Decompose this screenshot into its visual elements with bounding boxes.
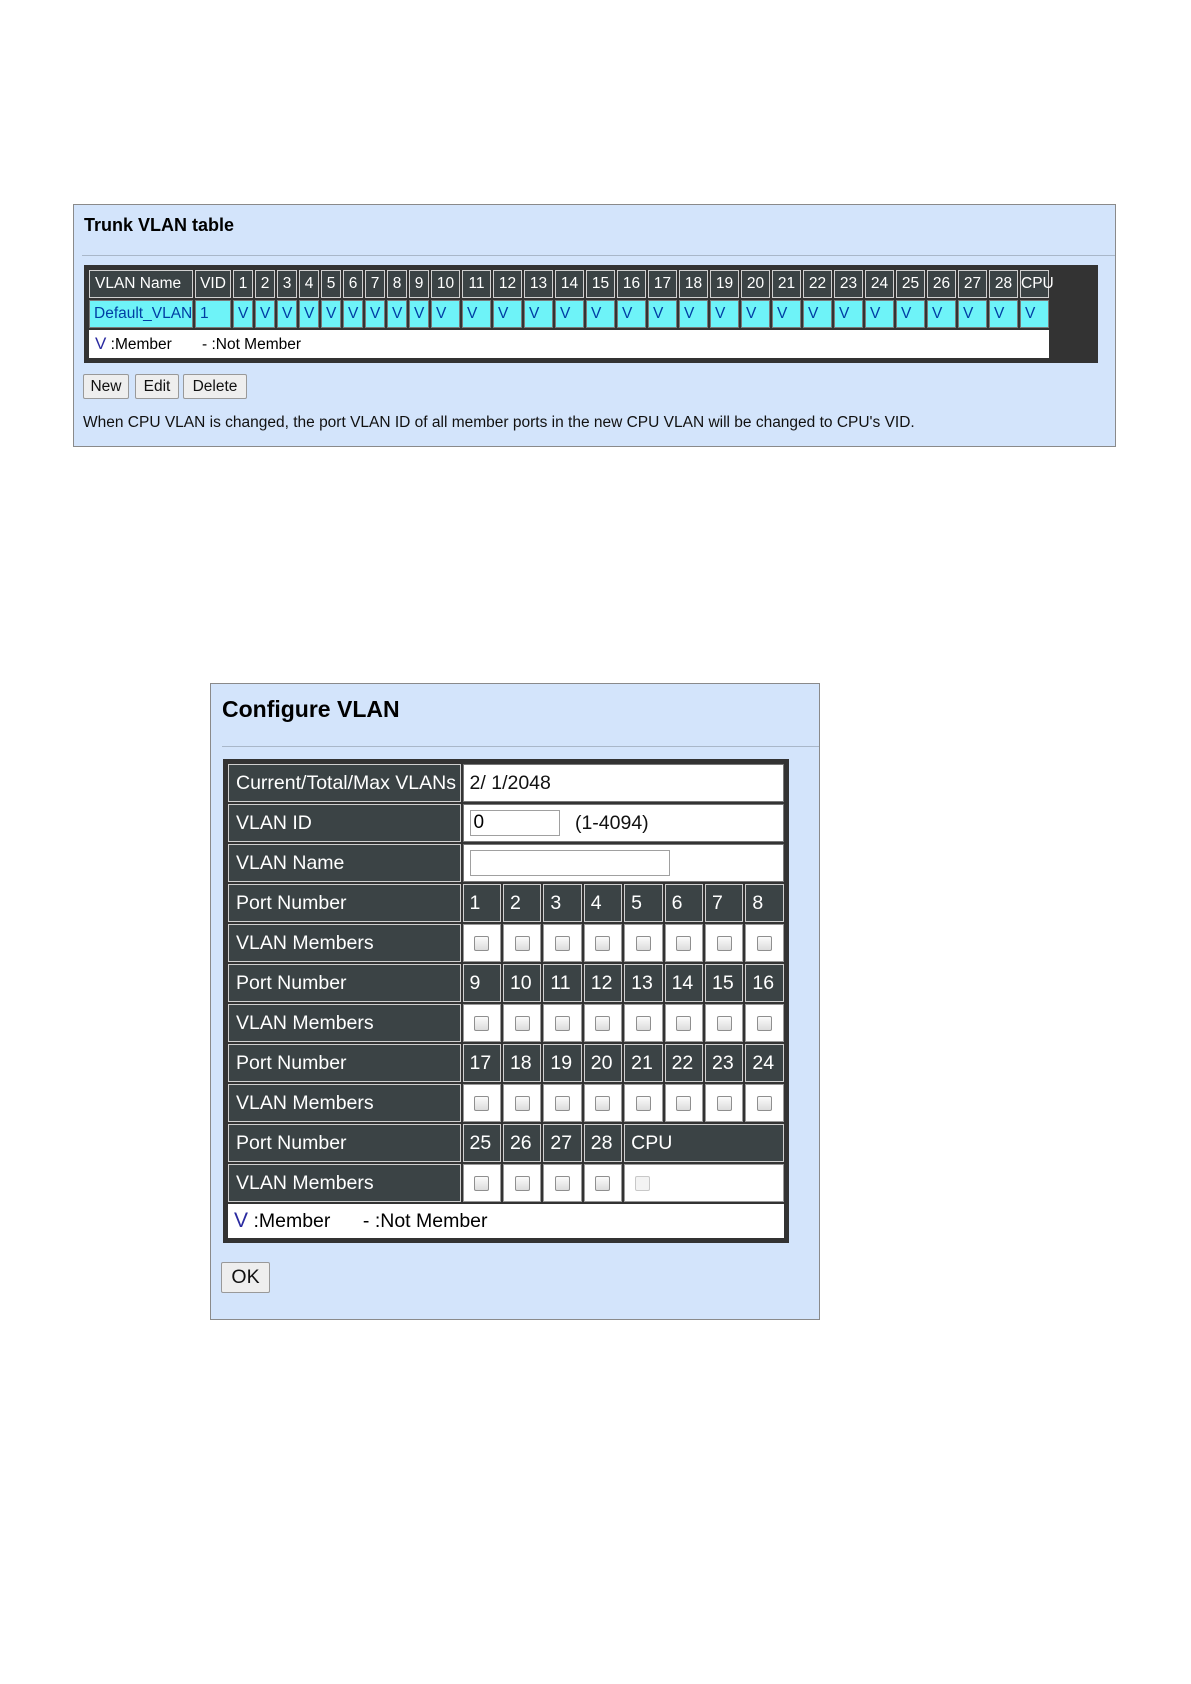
- member-cell: V: [321, 300, 341, 328]
- member-cell: V: [365, 300, 385, 328]
- member-checkbox-24[interactable]: [757, 1096, 772, 1111]
- member-cell: V: [1020, 300, 1049, 328]
- port-number-2: 2: [503, 884, 541, 922]
- col-port-16: 16: [617, 270, 646, 298]
- member-cell: V: [462, 300, 491, 328]
- member-checkbox-18[interactable]: [515, 1096, 530, 1111]
- member-legend: [89, 330, 1049, 358]
- not-member-text: :Not Member: [374, 1210, 488, 1232]
- port-number-17: 17: [463, 1044, 501, 1082]
- col-port-22: 22: [803, 270, 832, 298]
- port-number-21: 21: [624, 1044, 662, 1082]
- configure-vlan-title: Configure VLAN: [222, 696, 400, 722]
- member-mark: V: [234, 1209, 249, 1232]
- member-checkbox-cpu: [635, 1176, 650, 1191]
- new-button[interactable]: New: [83, 374, 129, 399]
- member-cell: V: [586, 300, 615, 328]
- member-checkbox-16[interactable]: [757, 1016, 772, 1031]
- member-cell: V: [524, 300, 553, 328]
- member-checkbox-1[interactable]: [474, 936, 489, 951]
- not-member-mark: -: [362, 1210, 370, 1232]
- member-legend: [228, 1204, 784, 1238]
- member-checkbox-17[interactable]: [474, 1096, 489, 1111]
- port-number-25: 25: [463, 1124, 501, 1162]
- vlan-members-label: VLAN Members: [228, 1164, 461, 1202]
- delete-button[interactable]: Delete: [183, 374, 247, 399]
- vlan-name-input[interactable]: [470, 850, 670, 876]
- member-checkbox-11[interactable]: [555, 1016, 570, 1031]
- member-cell: V: [233, 300, 253, 328]
- col-port-15: 15: [586, 270, 615, 298]
- member-checkbox-19[interactable]: [555, 1096, 570, 1111]
- title-divider: [222, 746, 819, 747]
- member-cell: V: [431, 300, 460, 328]
- member-checkbox-12[interactable]: [595, 1016, 610, 1031]
- member-cell: V: [865, 300, 894, 328]
- member-cell: V: [255, 300, 275, 328]
- col-port-8: 8: [387, 270, 407, 298]
- member-cell: V: [277, 300, 297, 328]
- port-number-7: 7: [705, 884, 743, 922]
- member-checkbox-3[interactable]: [555, 936, 570, 951]
- vid-cell: 1: [195, 300, 231, 328]
- col-port-26: 26: [927, 270, 956, 298]
- configure-vlan-table: [223, 759, 789, 1243]
- member-cell: V: [617, 300, 646, 328]
- port-number-label: Port Number: [228, 964, 461, 1002]
- member-checkbox-7[interactable]: [717, 936, 732, 951]
- member-cell: V: [834, 300, 863, 328]
- edit-button[interactable]: Edit: [135, 374, 179, 399]
- vlan-id-label: VLAN ID: [228, 804, 461, 842]
- member-cell: V: [679, 300, 708, 328]
- member-checkbox-4[interactable]: [595, 936, 610, 951]
- vlan-id-range: (1-4094): [574, 811, 649, 834]
- col-port-14: 14: [555, 270, 584, 298]
- col-port-cpu: CPU: [1020, 270, 1049, 298]
- member-cell: V: [896, 300, 925, 328]
- member-cell: V: [710, 300, 739, 328]
- member-cell: V: [343, 300, 363, 328]
- port-number-6: 6: [665, 884, 703, 922]
- col-port-11: 11: [462, 270, 491, 298]
- port-number-15: 15: [705, 964, 743, 1002]
- configure-vlan-panel: [210, 683, 820, 1320]
- port-number-4: 4: [584, 884, 622, 922]
- port-number-label: Port Number: [228, 884, 461, 922]
- member-checkbox-21[interactable]: [636, 1096, 651, 1111]
- vlan-members-label: VLAN Members: [228, 924, 461, 962]
- vlan-id-input[interactable]: [470, 810, 560, 836]
- col-port-27: 27: [958, 270, 987, 298]
- col-port-10: 10: [431, 270, 460, 298]
- member-cell: V: [958, 300, 987, 328]
- member-cell: V: [772, 300, 801, 328]
- port-number-27: 27: [543, 1124, 581, 1162]
- member-checkbox-8[interactable]: [757, 936, 772, 951]
- port-number-5: 5: [624, 884, 662, 922]
- port-number-28: 28: [584, 1124, 622, 1162]
- title-divider: [82, 255, 1115, 256]
- member-cell: V: [803, 300, 832, 328]
- col-port-1: 1: [233, 270, 253, 298]
- port-number-18: 18: [503, 1044, 541, 1082]
- member-cell: V: [299, 300, 319, 328]
- cpu-vlan-note: When CPU VLAN is changed, the port VLAN ID of all member ports in the new CPU VLAN will be changed to CPU's VID.: [83, 414, 915, 431]
- member-checkbox-22[interactable]: [676, 1096, 691, 1111]
- col-port-17: 17: [648, 270, 677, 298]
- col-port-20: 20: [741, 270, 770, 298]
- member-checkbox-13[interactable]: [636, 1016, 651, 1031]
- col-port-2: 2: [255, 270, 275, 298]
- col-port-24: 24: [865, 270, 894, 298]
- col-port-18: 18: [679, 270, 708, 298]
- not-member-mark: -: [201, 336, 208, 353]
- member-checkbox-25[interactable]: [474, 1176, 489, 1191]
- port-number-26: 26: [503, 1124, 541, 1162]
- member-checkbox-15[interactable]: [717, 1016, 732, 1031]
- port-number-14: 14: [665, 964, 703, 1002]
- member-cell: V: [387, 300, 407, 328]
- port-number-11: 11: [543, 964, 581, 1002]
- member-cell: V: [741, 300, 770, 328]
- port-number-8: 8: [745, 884, 784, 922]
- member-mark: V: [95, 334, 107, 353]
- port-number-24: 24: [745, 1044, 784, 1082]
- trunk-vlan-table: [84, 265, 1098, 363]
- member-checkbox-10[interactable]: [515, 1016, 530, 1031]
- col-port-23: 23: [834, 270, 863, 298]
- col-port-28: 28: [989, 270, 1018, 298]
- member-checkbox-20[interactable]: [595, 1096, 610, 1111]
- vlan-members-label: VLAN Members: [228, 1004, 461, 1042]
- port-number-13: 13: [624, 964, 662, 1002]
- member-cell: V: [493, 300, 522, 328]
- trunk-table-header: [89, 270, 1093, 298]
- col-port-7: 7: [365, 270, 385, 298]
- col-port-12: 12: [493, 270, 522, 298]
- col-port-6: 6: [343, 270, 363, 298]
- port-number-label: Port Number: [228, 1124, 461, 1162]
- not-member-text: :Not Member: [211, 336, 302, 353]
- port-number-10: 10: [503, 964, 541, 1002]
- member-checkbox-5[interactable]: [636, 936, 651, 951]
- col-port-21: 21: [772, 270, 801, 298]
- port-number-23: 23: [705, 1044, 743, 1082]
- col-port-19: 19: [710, 270, 739, 298]
- port-number-label: Port Number: [228, 1044, 461, 1082]
- member-checkbox-28[interactable]: [595, 1176, 610, 1191]
- col-port-3: 3: [277, 270, 297, 298]
- col-port-5: 5: [321, 270, 341, 298]
- member-text: :Member: [110, 336, 172, 353]
- member-checkbox-6[interactable]: [676, 936, 691, 951]
- trunk-vlan-panel: [73, 204, 1116, 447]
- vlan-members-label: VLAN Members: [228, 1084, 461, 1122]
- current-vlans-label: Current/Total/Max VLANs: [228, 764, 461, 802]
- port-number-19: 19: [543, 1044, 581, 1082]
- member-cell: V: [989, 300, 1018, 328]
- ok-button[interactable]: OK: [221, 1262, 270, 1293]
- member-checkbox-27[interactable]: [555, 1176, 570, 1191]
- col-port-9: 9: [409, 270, 429, 298]
- port-number-16: 16: [745, 964, 784, 1002]
- port-number-12: 12: [584, 964, 622, 1002]
- vlan-name-label: VLAN Name: [228, 844, 461, 882]
- port-number-20: 20: [584, 1044, 622, 1082]
- member-cell: V: [555, 300, 584, 328]
- member-text: :Member: [253, 1210, 331, 1232]
- member-cell: V: [648, 300, 677, 328]
- col-vlan-name: VLAN Name: [89, 270, 193, 298]
- table-row[interactable]: [89, 300, 1093, 328]
- vlan-name-cell: Default_VLAN: [89, 300, 193, 328]
- col-port-13: 13: [524, 270, 553, 298]
- member-checkbox-2[interactable]: [515, 936, 530, 951]
- member-checkbox-26[interactable]: [515, 1176, 530, 1191]
- col-port-25: 25: [896, 270, 925, 298]
- member-cell: V: [927, 300, 956, 328]
- port-number-cpu: CPU: [624, 1124, 784, 1162]
- member-cell: V: [409, 300, 429, 328]
- current-vlans-value: 2/ 1/2048: [463, 764, 784, 802]
- port-number-9: 9: [463, 964, 501, 1002]
- trunk-vlan-title: Trunk VLAN table: [84, 215, 235, 235]
- member-checkbox-9[interactable]: [474, 1016, 489, 1031]
- col-port-4: 4: [299, 270, 319, 298]
- member-checkbox-14[interactable]: [676, 1016, 691, 1031]
- col-vid: VID: [195, 270, 231, 298]
- port-number-1: 1: [463, 884, 501, 922]
- port-number-3: 3: [543, 884, 581, 922]
- member-checkbox-23[interactable]: [717, 1096, 732, 1111]
- port-number-22: 22: [665, 1044, 703, 1082]
